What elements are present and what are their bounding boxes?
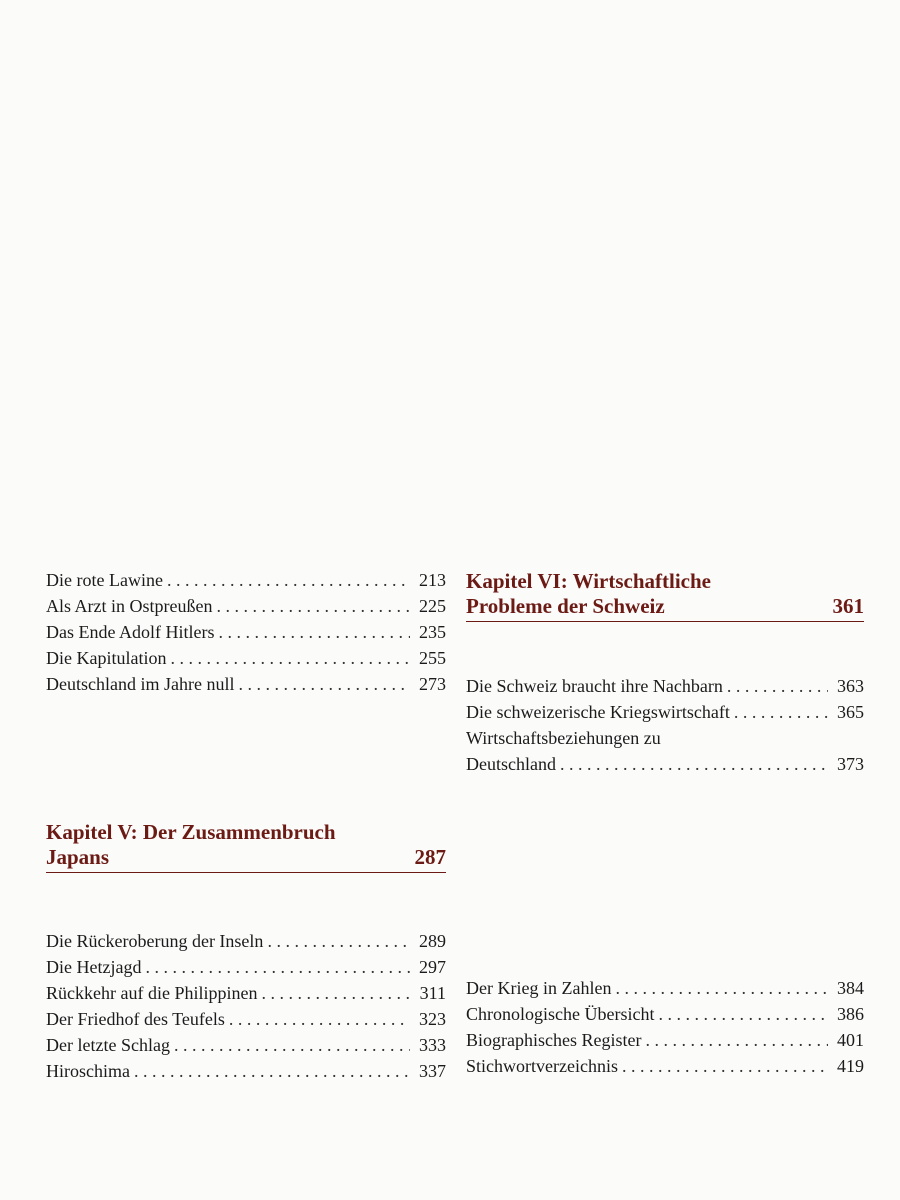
toc-leader-dots xyxy=(145,954,410,980)
toc-entry[interactable] xyxy=(466,673,864,699)
toc-entry-title: Chronologische Übersicht xyxy=(466,1004,655,1024)
toc-entry[interactable] xyxy=(46,567,446,593)
chapter-title-line2: Probleme der Schweiz xyxy=(466,594,665,618)
toc-entry-page: 255 xyxy=(419,648,446,668)
toc-leader-dots xyxy=(658,1001,828,1027)
toc-entry[interactable] xyxy=(46,1006,446,1032)
toc-entry-page: 363 xyxy=(837,676,864,696)
toc-entry-title: Als Arzt in Ostpreußen xyxy=(46,596,213,616)
toc-leader-dots xyxy=(622,1053,828,1079)
toc-entry[interactable] xyxy=(46,1032,446,1058)
toc-entry-title: Die rote Lawine xyxy=(46,570,163,590)
toc-entry-page: 289 xyxy=(419,931,446,951)
toc-entry-page: 365 xyxy=(837,702,864,722)
toc-entry[interactable] xyxy=(466,699,864,725)
toc-leader-dots xyxy=(167,567,410,593)
chapter-heading-5[interactable] xyxy=(46,820,446,873)
toc-entry-page: 337 xyxy=(419,1061,446,1081)
toc-entry[interactable] xyxy=(466,1027,864,1053)
toc-entry-page: 213 xyxy=(419,570,446,590)
toc-leader-dots xyxy=(238,671,410,697)
chapter-title-line2: Japans xyxy=(46,845,110,869)
toc-entry-title: Die Kapitulation xyxy=(46,648,167,668)
toc-entry-page: 386 xyxy=(837,1004,864,1024)
toc-entry-title: Die schweizerische Kriegswirtschaft xyxy=(466,702,730,722)
toc-entry-page: 311 xyxy=(419,983,446,1003)
toc-entry-title: Die Hetzjagd xyxy=(46,957,142,977)
toc-entry-page: 419 xyxy=(837,1056,864,1076)
toc-entry-title: Die Rückeroberung der Inseln xyxy=(46,931,264,951)
chapter-title-line1: Kapitel VI: Wirtschaftliche xyxy=(466,569,711,593)
toc-entry-page: 323 xyxy=(419,1009,446,1029)
toc-entry-page: 373 xyxy=(837,754,864,774)
toc-entry-title: Biographisches Register xyxy=(466,1030,642,1050)
toc-right-bottom xyxy=(466,975,864,1079)
toc-leader-dots xyxy=(645,1027,828,1053)
toc-entry-page: 225 xyxy=(419,596,446,616)
toc-entry-title: Der letzte Schlag xyxy=(46,1035,170,1055)
toc-leader-dots xyxy=(216,593,410,619)
toc-entry[interactable] xyxy=(46,954,446,980)
toc-entry-page: 297 xyxy=(419,957,446,977)
toc-entry-title: Wirtschaftsbeziehungen zu xyxy=(466,728,661,748)
toc-leader-dots xyxy=(134,1058,410,1084)
toc-entry[interactable] xyxy=(46,619,446,645)
toc-entry-title: Hiroschima xyxy=(46,1061,130,1081)
toc-entry-title: Der Friedhof des Teufels xyxy=(46,1009,225,1029)
toc-entry[interactable] xyxy=(46,671,446,697)
toc-entry[interactable] xyxy=(46,980,446,1006)
toc-entry-page: 235 xyxy=(419,622,446,642)
toc-leader-dots xyxy=(261,980,410,1006)
toc-entry-title: Deutschland im Jahre null xyxy=(46,674,235,694)
toc-entry-title: Das Ende Adolf Hitlers xyxy=(46,622,215,642)
toc-leader-dots xyxy=(615,975,828,1001)
toc-leader-dots xyxy=(734,699,828,725)
toc-leader-dots xyxy=(727,673,828,699)
chapter-page: 361 xyxy=(832,594,864,618)
toc-entry[interactable] xyxy=(46,928,446,954)
toc-entry[interactable] xyxy=(466,1001,864,1027)
chapter-heading-6[interactable] xyxy=(466,569,864,622)
toc-entry-wrapped-line2[interactable] xyxy=(466,751,864,777)
toc-left-top xyxy=(46,567,446,697)
toc-entry-title: Der Krieg in Zahlen xyxy=(466,978,612,998)
toc-entry-title: Stichwortverzeichnis xyxy=(466,1056,618,1076)
toc-entry[interactable] xyxy=(466,975,864,1001)
toc-leader-dots xyxy=(229,1006,410,1032)
chapter-page: 287 xyxy=(414,845,446,869)
toc-entry-page: 333 xyxy=(419,1035,446,1055)
toc-right-top xyxy=(466,673,864,777)
toc-entry[interactable] xyxy=(466,1053,864,1079)
toc-leader-dots xyxy=(218,619,410,645)
chapter-title-line1: Kapitel V: Der Zusammenbruch xyxy=(46,820,336,844)
toc-entry-page: 273 xyxy=(419,674,446,694)
toc-leader-dots xyxy=(267,928,410,954)
toc-entry-page: 384 xyxy=(837,978,864,998)
toc-left-bottom xyxy=(46,928,446,1084)
toc-leader-dots xyxy=(174,1032,410,1058)
toc-entry[interactable] xyxy=(46,593,446,619)
toc-entry-page: 401 xyxy=(837,1030,864,1050)
toc-leader-dots xyxy=(560,751,828,777)
toc-leader-dots xyxy=(170,645,410,671)
toc-entry[interactable] xyxy=(46,1058,446,1084)
toc-entry-title: Deutschland xyxy=(466,754,556,774)
toc-entry[interactable] xyxy=(46,645,446,671)
toc-entry-wrapped-line1[interactable] xyxy=(466,725,864,751)
toc-entry-title: Die Schweiz braucht ihre Nachbarn xyxy=(466,676,723,696)
toc-entry-title: Rückkehr auf die Philippinen xyxy=(46,983,258,1003)
